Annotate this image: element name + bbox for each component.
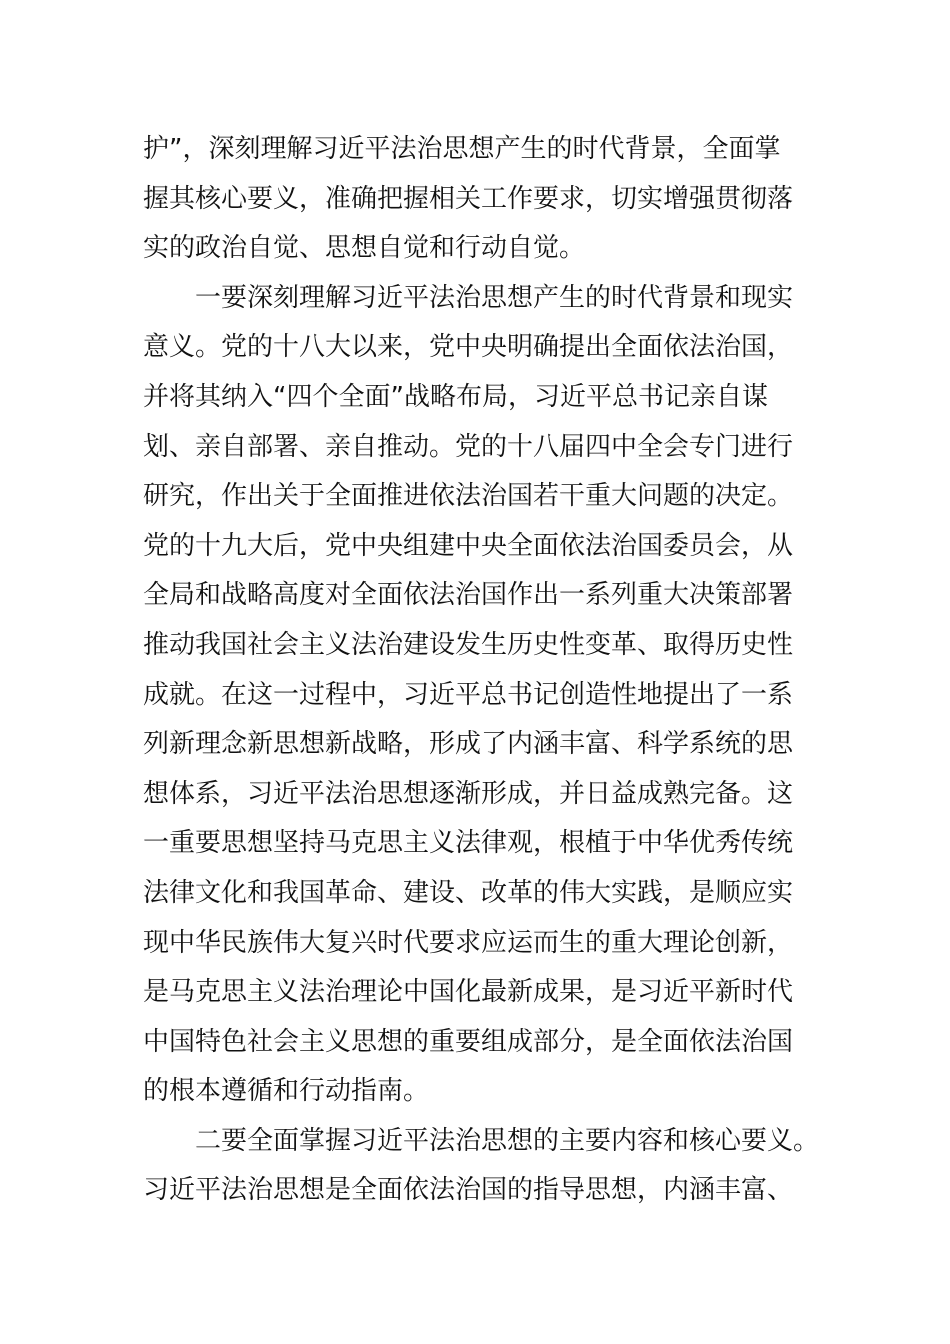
text-line: 划、亲自部署、亲自推动。党的十八届四中全会专门进行 xyxy=(143,431,794,462)
text-line: 全局和战略高度对全面依法治国作出一系列重大决策部署 xyxy=(143,580,794,611)
text-line: 党的十九大后，党中央组建中央全面依法治国委员会，从 xyxy=(143,530,794,561)
text-line: 推动我国社会主义法治建设发生历史性变革、取得历史性 xyxy=(143,629,794,660)
text-line: 研究，作出关于全面推进依法治国若干重大问题的决定。 xyxy=(143,481,794,512)
text-line: 实的政治自觉、思想自觉和行动自觉。 xyxy=(143,233,586,264)
paragraph-first-line: 二要全面掌握习近平法治思想的主要内容和核心要义。 xyxy=(195,1125,820,1156)
text-line: 握其核心要义，准确把握相关工作要求，切实增强贯彻落 xyxy=(143,183,794,214)
text-line: 成就。在这一过程中，习近平总书记创造性地提出了一系 xyxy=(143,679,794,710)
text-line: 习近平法治思想是全面依法治国的指导思想，内涵丰富、 xyxy=(143,1175,794,1206)
text-line: 护”，深刻理解习近平法治思想产生的时代背景，全面掌 xyxy=(143,134,781,164)
paragraph-first-line: 一要深刻理解习近平法治思想产生的时代背景和现实 xyxy=(195,282,794,313)
body-text xyxy=(143,125,823,1216)
text-line: 是马克思主义法治理论中国化最新成果，是习近平新时代 xyxy=(143,977,794,1008)
text-line: 中国特色社会主义思想的重要组成部分，是全面依法治国 xyxy=(143,1026,794,1057)
text-line: 列新理念新思想新战略，形成了内涵丰富、科学系统的思 xyxy=(143,729,794,760)
text-line: 现中华民族伟大复兴时代要求应运而生的重大理论创新， xyxy=(143,927,794,958)
text-line: 并将其纳入“四个全面”战略布局，习近平总书记亲自谋 xyxy=(143,381,768,412)
text-line: 的根本遵循和行动指南。 xyxy=(143,1076,430,1107)
text-line: 想体系，习近平法治思想逐渐形成，并日益成熟完备。这 xyxy=(143,778,794,809)
text-line: 法律文化和我国革命、建设、改革的伟大实践，是顺应实 xyxy=(143,877,794,908)
text-line: 一重要思想坚持马克思主义法律观，根植于中华优秀传统 xyxy=(143,828,794,859)
text-line: 意义。党的十八大以来，党中央明确提出全面依法治国， xyxy=(143,332,794,363)
